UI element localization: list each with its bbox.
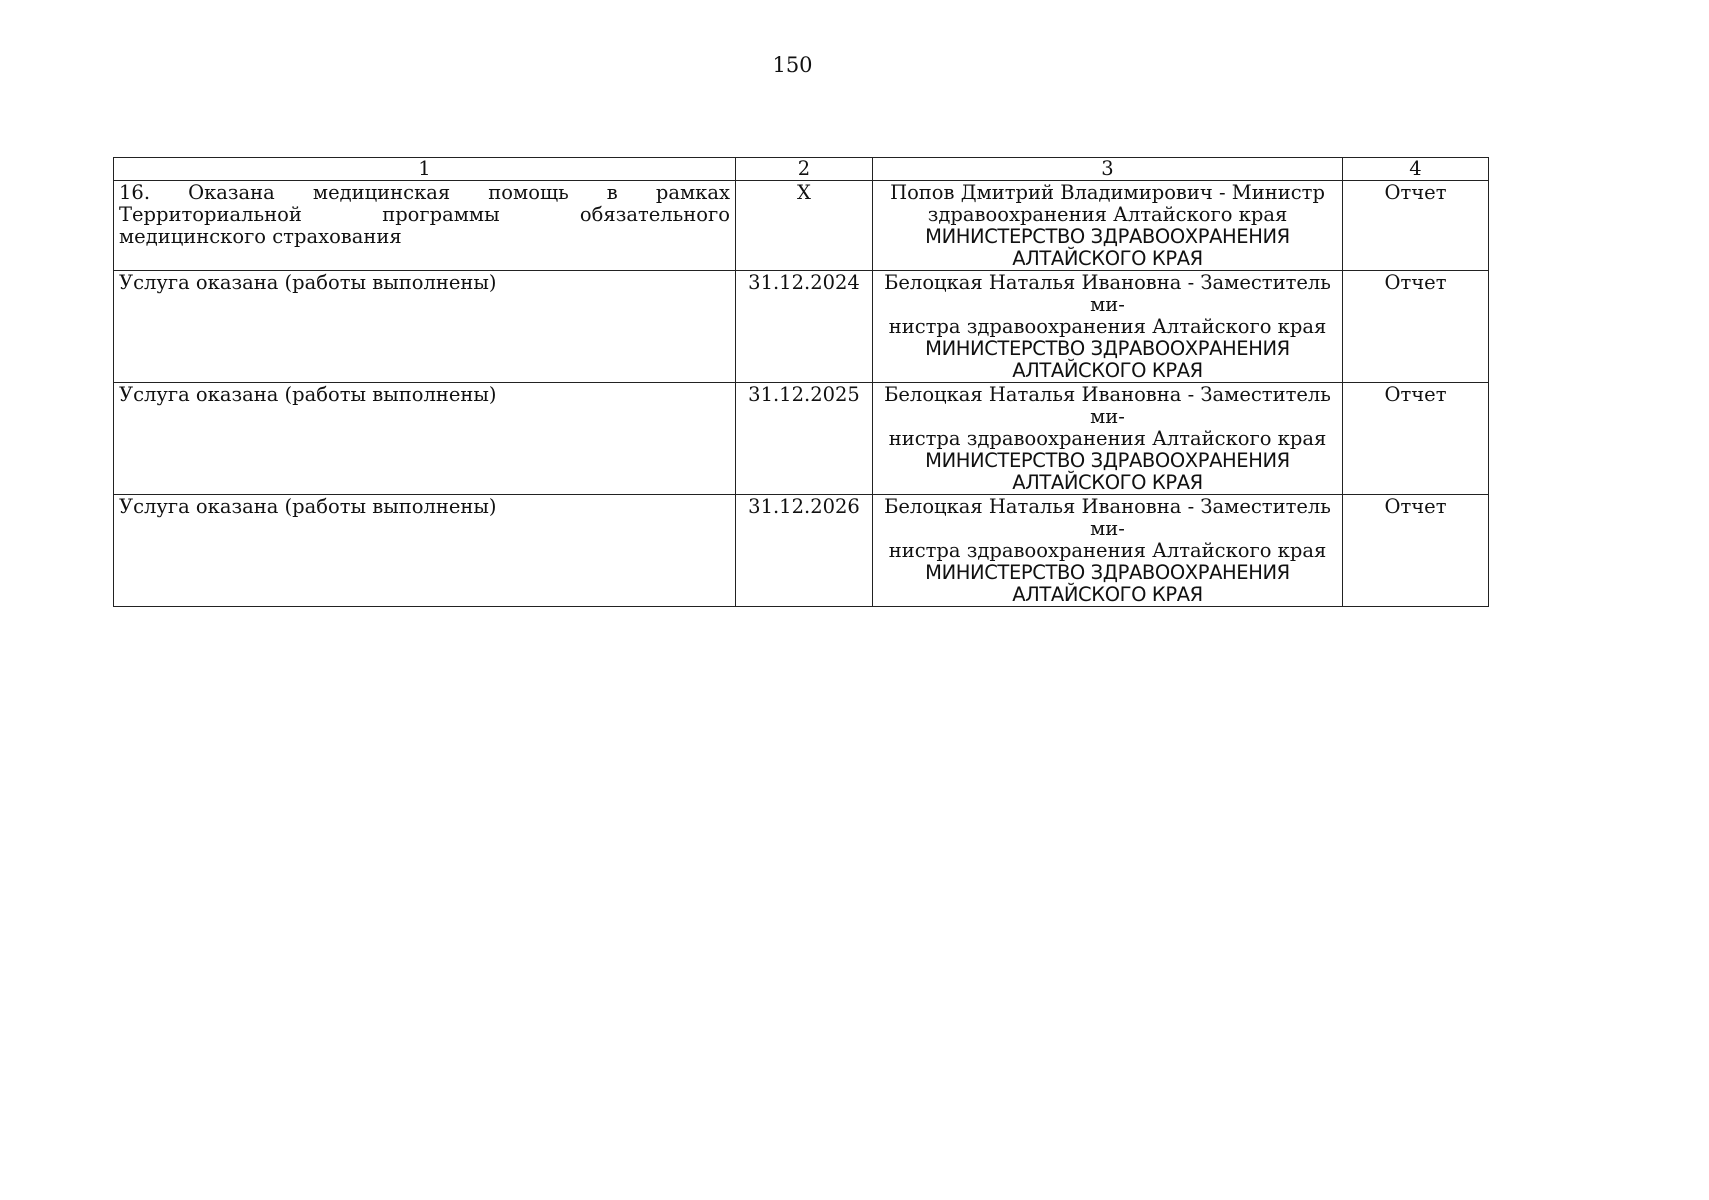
organization-name-line-1: МИНИСТЕРСТВО ЗДРАВООХРАНЕНИЯ (925, 225, 1290, 248)
responsible-person-line-1: Белоцкая Наталья Ивановна - Заместитель ми- (884, 383, 1331, 428)
event-name-cell: Услуга оказана (работы выполнены) (114, 495, 736, 607)
responsible-person-line-1: Белоцкая Наталья Ивановна - Заместитель ми- (884, 271, 1331, 316)
responsible-person-line-2: нистра здравоохранения Алтайского края (888, 315, 1327, 338)
document-type-cell: Отчет (1343, 271, 1489, 383)
column-header-2: 2 (736, 158, 873, 181)
document-type-cell: Отчет (1343, 181, 1489, 271)
table-row (114, 271, 1489, 383)
responsible-person-line-1: Попов Дмитрий Владимирович - Министр (890, 181, 1325, 204)
control-points-table (113, 157, 1489, 607)
column-header-4: 4 (1343, 158, 1489, 181)
document-type-cell: Отчет (1343, 383, 1489, 495)
responsible-person-line-1: Белоцкая Наталья Ивановна - Заместитель ми- (884, 495, 1331, 540)
organization-name-line-2: АЛТАЙСКОГО КРАЯ (1012, 471, 1203, 494)
table-header-row (114, 158, 1489, 181)
responsible-cell (873, 383, 1343, 495)
due-date-cell: X (736, 181, 873, 271)
table-row (114, 383, 1489, 495)
due-date-cell: 31.12.2026 (736, 495, 873, 607)
organization-name-line-1: МИНИСТЕРСТВО ЗДРАВООХРАНЕНИЯ (925, 449, 1290, 472)
responsible-cell (873, 271, 1343, 383)
organization-name-line-1: МИНИСТЕРСТВО ЗДРАВООХРАНЕНИЯ (925, 337, 1290, 360)
event-name-cell: Услуга оказана (работы выполнены) (114, 383, 736, 495)
organization-name-line-2: АЛТАЙСКОГО КРАЯ (1012, 247, 1203, 270)
page-number: 150 (772, 53, 813, 77)
document-type-cell: Отчет (1343, 495, 1489, 607)
due-date-cell: 31.12.2024 (736, 271, 873, 383)
table-row (114, 495, 1489, 607)
responsible-person-line-2: нистра здравоохранения Алтайского края (888, 539, 1327, 562)
table-row (114, 181, 1489, 271)
column-header-3: 3 (873, 158, 1343, 181)
responsible-person-line-2: здравоохранения Алтайского края (927, 203, 1288, 226)
organization-name-line-2: АЛТАЙСКОГО КРАЯ (1012, 583, 1203, 606)
responsible-cell (873, 181, 1343, 271)
organization-name-line-1: МИНИСТЕРСТВО ЗДРАВООХРАНЕНИЯ (925, 561, 1290, 584)
due-date-cell: 31.12.2025 (736, 383, 873, 495)
responsible-person-line-2: нистра здравоохранения Алтайского края (888, 427, 1327, 450)
responsible-cell (873, 495, 1343, 607)
organization-name-line-2: АЛТАЙСКОГО КРАЯ (1012, 359, 1203, 382)
event-name-cell: 16. Оказана медицинская помощь в рамках Территориальной программы обязательного медицинского страхования (114, 181, 736, 271)
event-name-cell: Услуга оказана (работы выполнены) (114, 271, 736, 383)
column-header-1: 1 (114, 158, 736, 181)
